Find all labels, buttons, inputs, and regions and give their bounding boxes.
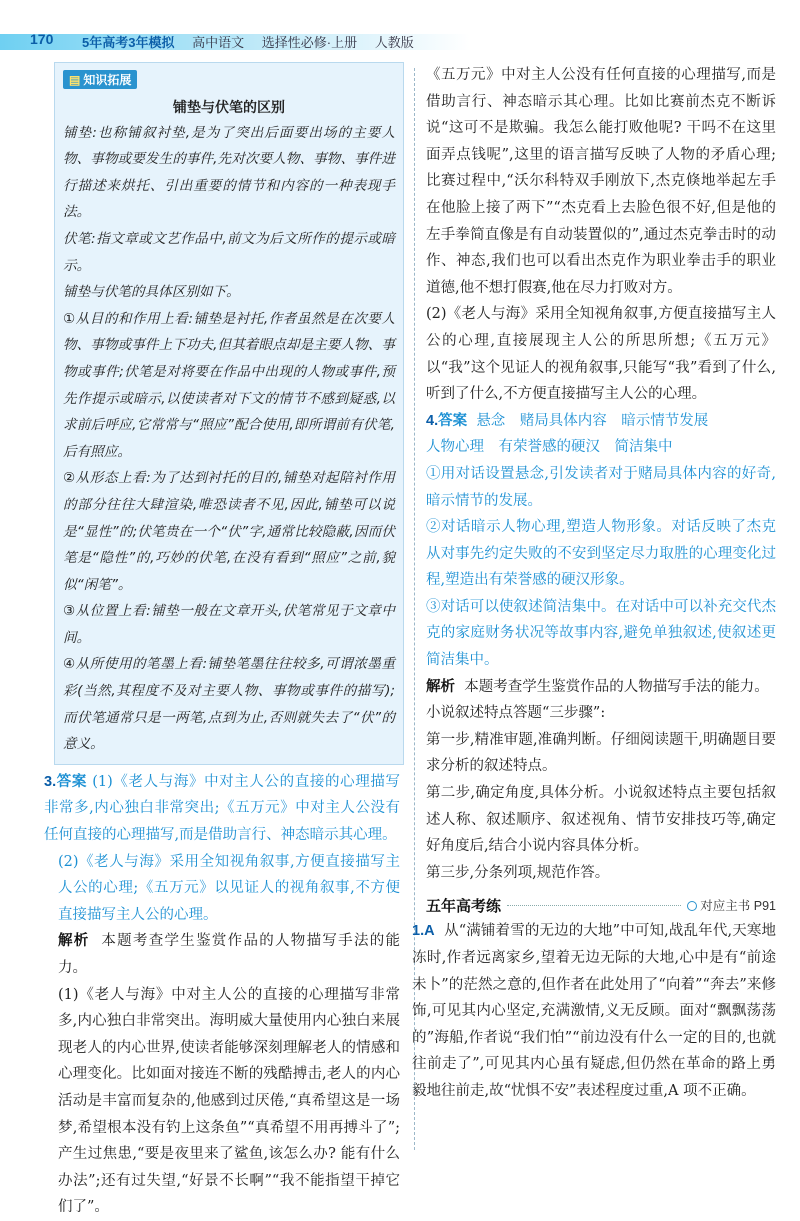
section-ref: 对应主书 P91: [687, 896, 776, 914]
q4-step: 第一步,精准审题,准确判断。仔细阅读题干,明确题目要求分析的叙述特点。: [426, 731, 776, 775]
left-column: [44, 62, 401, 1221]
right-column: [412, 62, 776, 1105]
book-name: 选择性必修·上册: [261, 35, 358, 50]
answer-label: 答案: [56, 773, 87, 790]
question-4: [426, 408, 776, 887]
question-1: [412, 918, 776, 1104]
page-header: [0, 28, 800, 58]
edition: 人教版: [374, 35, 414, 50]
q1-text: 从“满铺着雪的无边的大地”中可知,战乱年代,天寒地冻时,作者远离家乡,望着无边无际的大地,心中是有“前途未卜”的茫然之意的,但作者在此处用了“向着”“奔去”来修饰,可见其内心坚定,充满激情,义无反顾。面对“飘飘荡荡的”海船,作者说“我们怕”“前边没有什么一定的目的,也就往前走了”,可见其内心虽有疑虑,但仍然在革命的路上勇毅地往前走,故“忧惧不安”表述程度过重,A 项不正确。: [412, 923, 776, 1099]
q4-answer-item: ③对话可以使叙述简洁集中。在对话中可以补充交代杰克的家庭财务状况等故事内容,避免单独叙述,使叙述更简洁集中。: [426, 598, 776, 669]
q3-analysis-p2: (2)《老人与海》采用全知视角叙事,方便直接描写主人公的心理,直接展现主人公的所思所想;《五万元》以“我”这个见证人的视角叙事,只能写“我”看到了什么,听到了什么,不方便直接描写主人公的心理。: [426, 306, 776, 403]
knowledge-paragraph: ②从形态上看:为了达到衬托的目的,铺垫对起陪衬作用的部分往往大肆渲染,唯恐读者不见,因此,铺垫可以说是“显性”的;伏笔贵在一个“伏”字,通常比较隐蔽,因而伏笔是“隐性”的,巧妙的伏笔,在没有看到“照应”之前,貌似“闲笔”。: [63, 470, 395, 593]
series-name: 5年高考3年模拟: [82, 35, 175, 50]
q4-answer: 4.答案 悬念 赌局具体内容 暗示情节发展: [426, 412, 709, 429]
q4-number: 4.: [426, 412, 439, 429]
analysis-label: 解析: [426, 678, 455, 695]
section-title: 五年高考练: [426, 897, 502, 915]
q3-analysis-p1: (1)《老人与海》中对主人公的直接的心理描写非常多,内心独白非常突出。海明威大量使用内心独白来展现老人的内心世界,使读者能够深刻理解老人的情感和心理变化。比如面对接连不断的残酷搏击,老人的内心活动是丰富而复杂的,他感到过厌倦,“真希望这是一场梦,希望根本没有钓上这条鱼”“真希望不用再搏斗了”;产生过焦患,“要是夜里来了鲨鱼,该怎么办? 能有什么办法”;还有过失望,“好景不长啊”“我不能指望干掉它们了”。: [58, 986, 400, 1216]
q3-answer-p2: (2)《老人与海》采用全知视角叙事,方便直接描写主人公的心理;《五万元》以见证人的视角叙事,不方便直接描写主人公的心理。: [58, 853, 400, 923]
search-icon: [687, 901, 697, 911]
knowledge-paragraph: 铺垫与伏笔的具体区别如下。: [63, 284, 240, 301]
knowledge-tag: ▤ 知识拓展: [63, 70, 137, 89]
section-header: [426, 892, 776, 918]
q1-number: 1.: [412, 923, 425, 940]
q4-step: 第三步,分条列项,规范作答。: [426, 864, 610, 881]
q3-answer: [44, 769, 400, 849]
q1-answer: A: [424, 923, 435, 940]
knowledge-paragraph: ①从目的和作用上看:铺垫是衬托,作者虽然是在次要人物、事物或事件上下功夫,但其着眼点却是主要人物、事物或事件;伏笔是对将要在作品中出现的人物或事件,预先作提示或暗示,以使读者对下文的情节不感到疑惑,以求前后呼应,它常常与“照应”配合使用,即所谓前有伏笔,后有照应。: [63, 310, 395, 460]
knowledge-title: 铺垫与伏笔的区别: [173, 99, 285, 116]
knowledge-paragraph: ③从位置上看:铺垫一般在文章开头,伏笔常见于文章中间。: [63, 603, 395, 646]
q3-analysis-p1-cont: 《五万元》中对主人公没有任何直接的心理描写,而是借助言行、神态暗示其心理。比如比赛前杰克不断诉说“这可不是欺骗。我怎么能打败他呢? 干吗不在这里面弄点钱呢”,这里的语言描写反映了人物的矛盾心理;比赛过程中,“沃尔科特双手刚放下,杰克倏地举起左手在他脸上接了两下”“杰克看上去脸色很不好,但是他的左手拳简直像是有自动装置似的”,通过杰克拳击时的动作、神态,我们也可以看出杰克作为职业拳击手的职业道德,他不想打假赛,他在尽力打败对方。: [426, 67, 776, 296]
book-icon: ▤: [69, 73, 81, 87]
knowledge-box: [54, 62, 404, 765]
answer-label: 答案: [438, 412, 468, 429]
q3-number: 3.: [44, 773, 57, 790]
page-number: 170: [30, 31, 54, 47]
question-3: [44, 769, 401, 1221]
knowledge-paragraph: 铺垫:也称铺叙衬垫,是为了突出后面要出场的主要人物、事物或要发生的事件,先对次要人物、事物、事件进行描述来烘托、引出重要的情节和内容的一种表现手法。: [63, 124, 395, 221]
q4-answer-item: ①用对话设置悬念,引发读者对于赌局具体内容的好奇,暗示情节的发展。: [426, 465, 776, 509]
q4-answer-item: ②对话暗示人物心理,塑造人物形象。对话反映了杰克从对事先约定失败的不安到坚定尽力取胜的心理变化过程,塑造出有荣誉感的硬汉形象。: [426, 519, 776, 589]
q4-analysis: 解析 本题考查学生鉴赏作品的人物描写手法的能力。: [426, 678, 769, 695]
q4-answer-head2: 人物心理 有荣誉感的硬汉 简洁集中: [426, 439, 673, 456]
q3-answer-p1: (1)《老人与海》中对主人公的直接的心理描写非常多,内心独白非常突出;《五万元》中对主人公没有任何直接的心理描写,而是借助言行、神态暗示其心理。: [44, 773, 400, 844]
q3-analysis: 解析 本题考查学生鉴赏作品的人物描写手法的能力。: [58, 933, 401, 976]
analysis-label: 解析: [58, 933, 90, 950]
q4-step: 第二步,确定角度,具体分析。小说叙述特点主要包括叙述人称、叙述顺序、叙述视角、情节安排技巧等,确定好角度后,结合小说内容具体分析。: [426, 785, 776, 855]
knowledge-paragraph: 伏笔:指文章或文艺作品中,前文为后文所作的提示或暗示。: [63, 230, 395, 274]
knowledge-paragraph: ④从所使用的笔墨上看:铺垫笔墨往往较多,可谓浓墨重彩(当然,其程度不及对主要人物、事物或事件的描写);而伏笔通常只是一两笔,点到为止,否则就失去了“伏”的意义。: [63, 656, 395, 753]
section-dotted-line: [507, 905, 681, 906]
subject: 高中语文: [192, 35, 245, 50]
q4-steps-intro: 小说叙述特点答题“三步骤”:: [426, 705, 606, 722]
header-text: [82, 32, 414, 51]
